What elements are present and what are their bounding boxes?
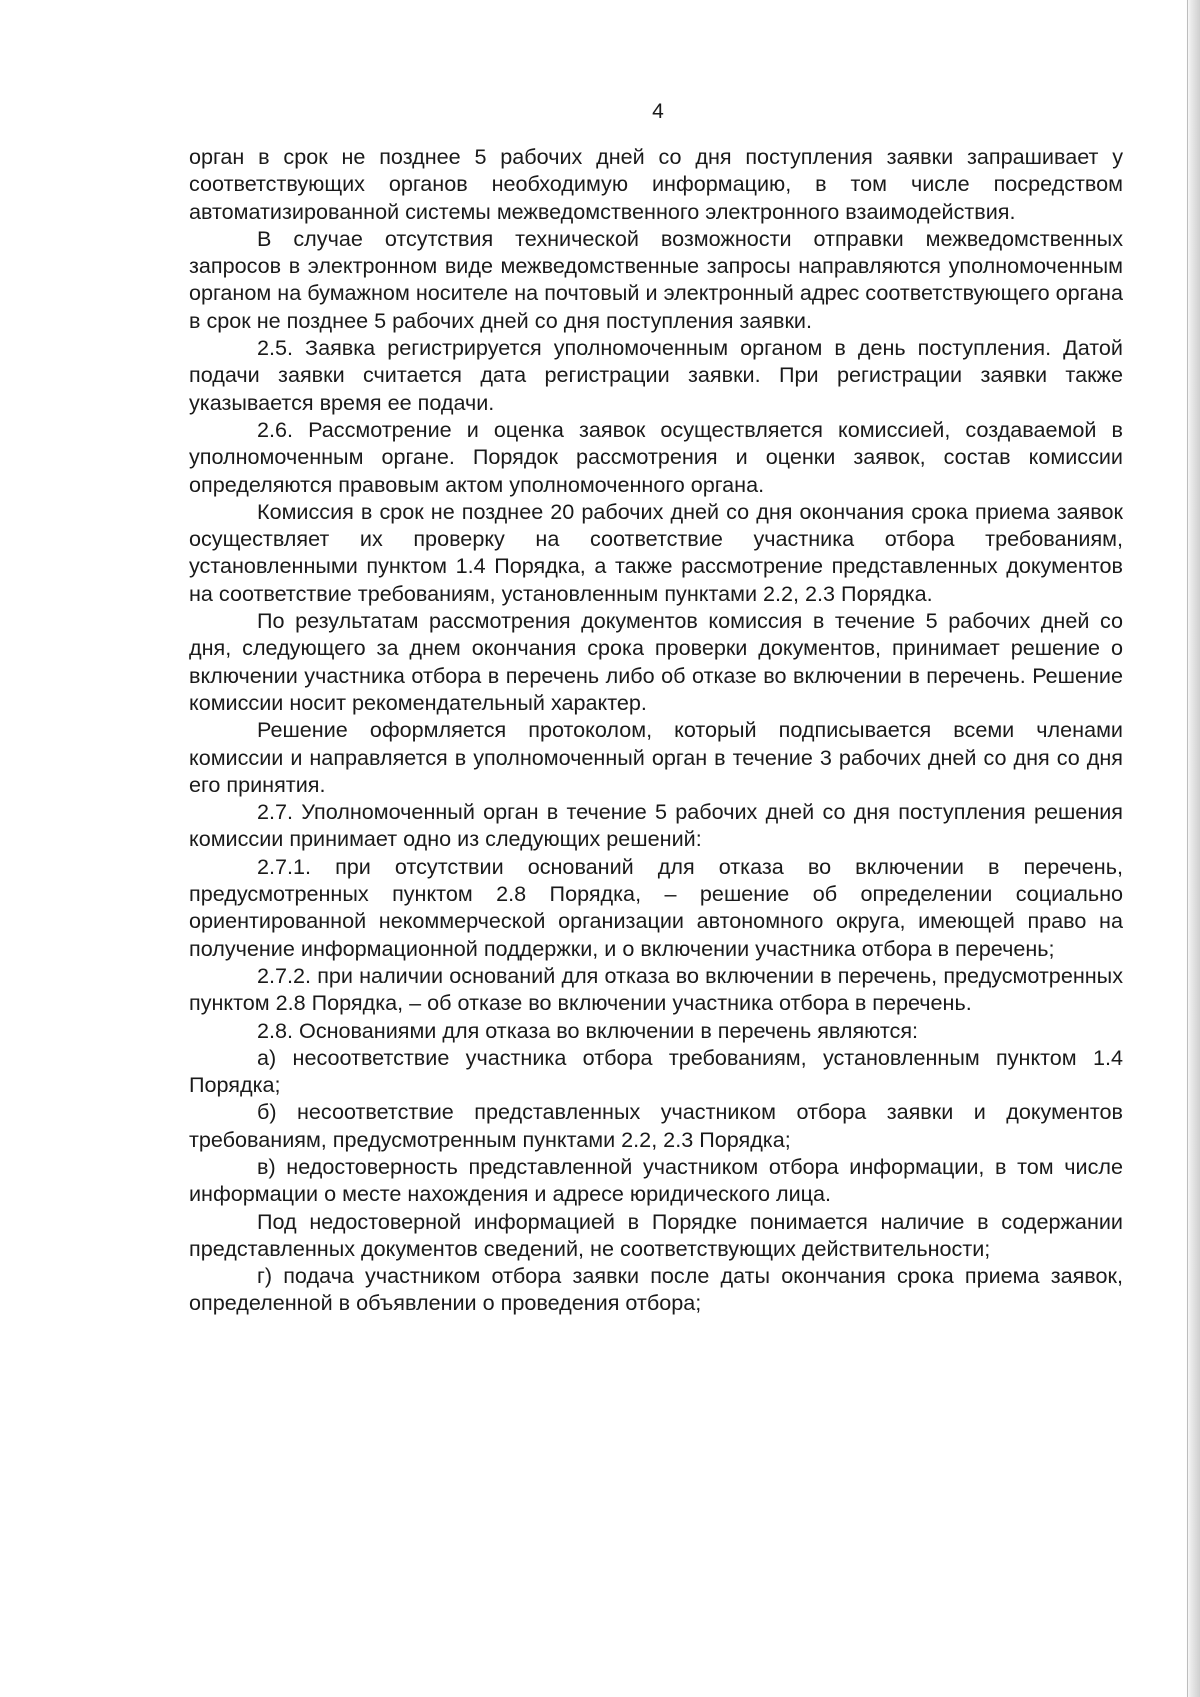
scan-page-edge — [1186, 0, 1200, 1697]
paragraph: 2.7. Уполномоченный орган в течение 5 рабочих дней со дня поступления решения комиссии принимает одно из следующих решений: — [189, 799, 1123, 852]
paragraph: Под недостоверной информацией в Порядке понимается наличие в содержании представленных документов сведений, не соответствующих действительности; — [189, 1208, 1123, 1261]
paragraph: 2.8. Основаниями для отказа во включении в перечень являются: — [257, 1017, 919, 1043]
paragraph: а) несоответствие участника отбора требованиям, установленным пунктом 1.4 Порядка; — [189, 1044, 1123, 1098]
page-number: 4 — [652, 100, 664, 123]
paragraph: 2.5. Заявка регистрируется уполномоченным органом в день поступления. Датой подачи заявки считается дата регистрации заявки. При регистрации заявки также указывается время ее подачи. — [189, 335, 1123, 415]
paragraph: г) подача участником отбора заявки после даты окончания срока приема заявок, определенной в объявлении о проведения отбора; — [189, 1263, 1123, 1316]
paragraph: 2.7.1. при отсутствии оснований для отказа во включении в перечень, предусмотренных пунктом 2.8 Порядка, – решение об определении социально ориентированной некоммерческой организации автономного округа, имеющей право на получение информационной поддержки, и о включении участника отбора в перечень; — [189, 853, 1123, 961]
document-body — [189, 143, 1123, 1317]
paragraph: 2.6. Рассмотрение и оценка заявок осуществляется комиссией, создаваемой в уполномоченным органе. Порядок рассмотрения и оценки заявок, состав комиссии определяются правовым актом уполномоченного органа. — [189, 416, 1123, 497]
scan-edge-line — [1187, 0, 1188, 1697]
paragraph: 2.7.2. при наличии оснований для отказа во включении в перечень, предусмотренных пунктом 2.8 Порядка, – об отказе во включении участника отбора в перечень. — [189, 962, 1123, 1016]
paragraph: в) недостоверность представленной участником отбора информации, в том числе информации о месте нахождения и адресе юридического лица. — [189, 1153, 1123, 1207]
paragraph: Решение оформляется протоколом, который подписывается всеми членами комиссии и направляется в уполномоченный орган в течение 3 рабочих дней со дня со дня его принятия. — [189, 717, 1123, 797]
paragraph: По результатам рассмотрения документов комиссия в течение 5 рабочих дней со дня, следующего за днем окончания срока проверки документов, принимает решение о включении участника отбора в перечень либо об отказе во включении в перечень. Решение комиссии носит рекомендательный характер. — [189, 608, 1123, 715]
paragraph: б) несоответствие представленных участником отбора заявки и документов требованиям, предусмотренным пунктами 2.2, 2.3 Порядка; — [189, 1099, 1123, 1152]
paragraph: Комиссия в срок не позднее 20 рабочих дней со дня окончания срока приема заявок осуществляет их проверку на соответствие участника отбора требованиям, установленными пунктом 1.4 Порядка, а также рассмотрение представленных документов на соответствие требованиям, установленным пунктами 2.2, 2.3 Порядка. — [189, 498, 1123, 606]
paragraph: орган в срок не позднее 5 рабочих дней со дня поступления заявки запрашивает у соответствующих органов необходимую информацию, в том числе посредством автоматизированной системы межведомственного электронного взаимодействия. — [189, 144, 1123, 224]
paragraph: В случае отсутствия технической возможности отправки межведомственных запросов в электронном виде межведомственные запросы направляются уполномоченным органом на бумажном носителе на почтовый и электронный адрес соответствующего органа в срок не позднее 5 рабочих дней со дня поступления заявки. — [189, 225, 1123, 333]
